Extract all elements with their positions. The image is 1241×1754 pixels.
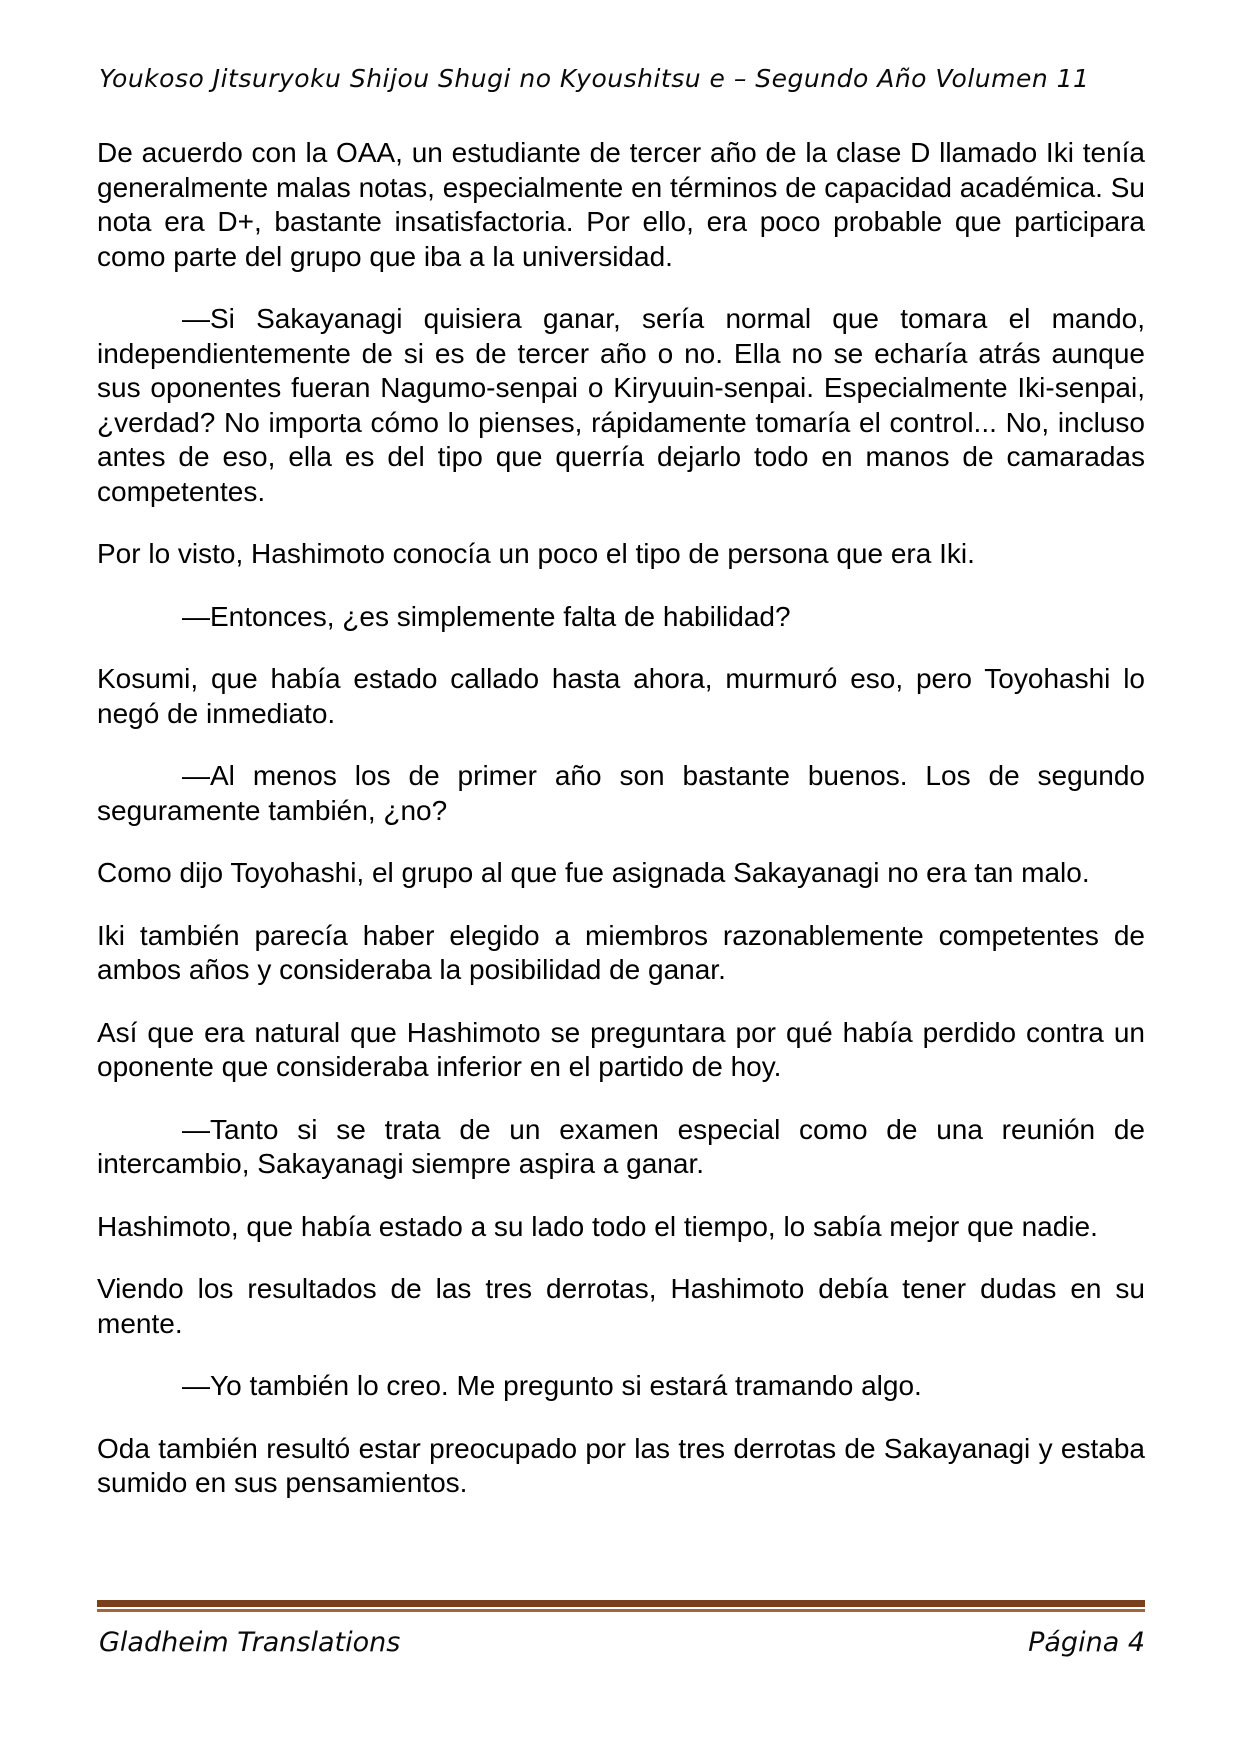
paragraph: Hashimoto, que había estado a su lado todo el tiempo, lo sabía mejor que nadie.	[97, 1210, 1098, 1242]
dialogue-paragraph: —Al menos los de primer año son bastante buenos. Los de segundo seguramente también, ¿no?	[97, 760, 1145, 826]
paragraph: Por lo visto, Hashimoto conocía un poco el tipo de persona que era Iki.	[97, 538, 975, 569]
footer-divider	[97, 1600, 1145, 1612]
page-header-title: Youkoso Jitsuryoku Shijou Shugi no Kyoushitsu e – Segundo Año Volumen 11	[99, 64, 1090, 93]
paragraph: Kosumi, que había estado callado hasta ahora, murmuró eso, pero Toyohashi lo negó de inmediato.	[97, 663, 1145, 729]
dialogue-paragraph: —Si Sakayanagi quisiera ganar, sería normal que tomara el mando, independientemente de si es de tercer año o no. Ella no se echaría atrás aunque sus oponentes fueran Nagumo-senpai o Kiryuuin-senpai. Especialmente Iki-senpai, ¿verdad? No importa cómo lo pienses, rápidamente tomaría el control... No, incluso antes de eso, ella es del tipo que querría dejarlo todo en manos de camaradas competentes.	[97, 303, 1145, 507]
dialogue-paragraph: —Tanto si se trata de un examen especial como de una reunión de intercambio, Sakayanagi siempre aspira a ganar.	[97, 1113, 1145, 1179]
paragraph: Así que era natural que Hashimoto se preguntara por qué había perdido contra un oponente que consideraba inferior en el partido de hoy.	[97, 1016, 1145, 1082]
paragraph: Oda también resultó estar preocupado por las tres derrotas de Sakayanagi y estaba sumido en sus pensamientos.	[97, 1432, 1145, 1498]
body-text	[97, 136, 1145, 1529]
paragraph: Viendo los resultados de las tres derrotas, Hashimoto debía tener dudas en su mente.	[97, 1273, 1145, 1339]
footer-translator-credit: Gladheim Translations	[99, 1627, 401, 1658]
dialogue-paragraph: —Entonces, ¿es simplemente falta de habilidad?	[182, 600, 791, 632]
footer-page-number: Página 4	[1028, 1627, 1145, 1658]
paragraph: Iki también parecía haber elegido a miembros razonablemente competentes de ambos años y consideraba la posibilidad de ganar.	[97, 919, 1145, 985]
page-footer	[99, 1627, 1145, 1658]
dialogue-paragraph: —Yo también lo creo. Me pregunto si estará tramando algo.	[182, 1370, 922, 1401]
paragraph: Como dijo Toyohashi, el grupo al que fue asignada Sakayanagi no era tan malo.	[97, 857, 1090, 888]
paragraph: De acuerdo con la OAA, un estudiante de tercer año de la clase D llamado Iki tenía generalmente malas notas, especialmente en términos de capacidad académica. Su nota era D+, bastante insatisfactoria. Por ello, era poco probable que participara como parte del grupo que iba a la universidad.	[97, 137, 1145, 272]
